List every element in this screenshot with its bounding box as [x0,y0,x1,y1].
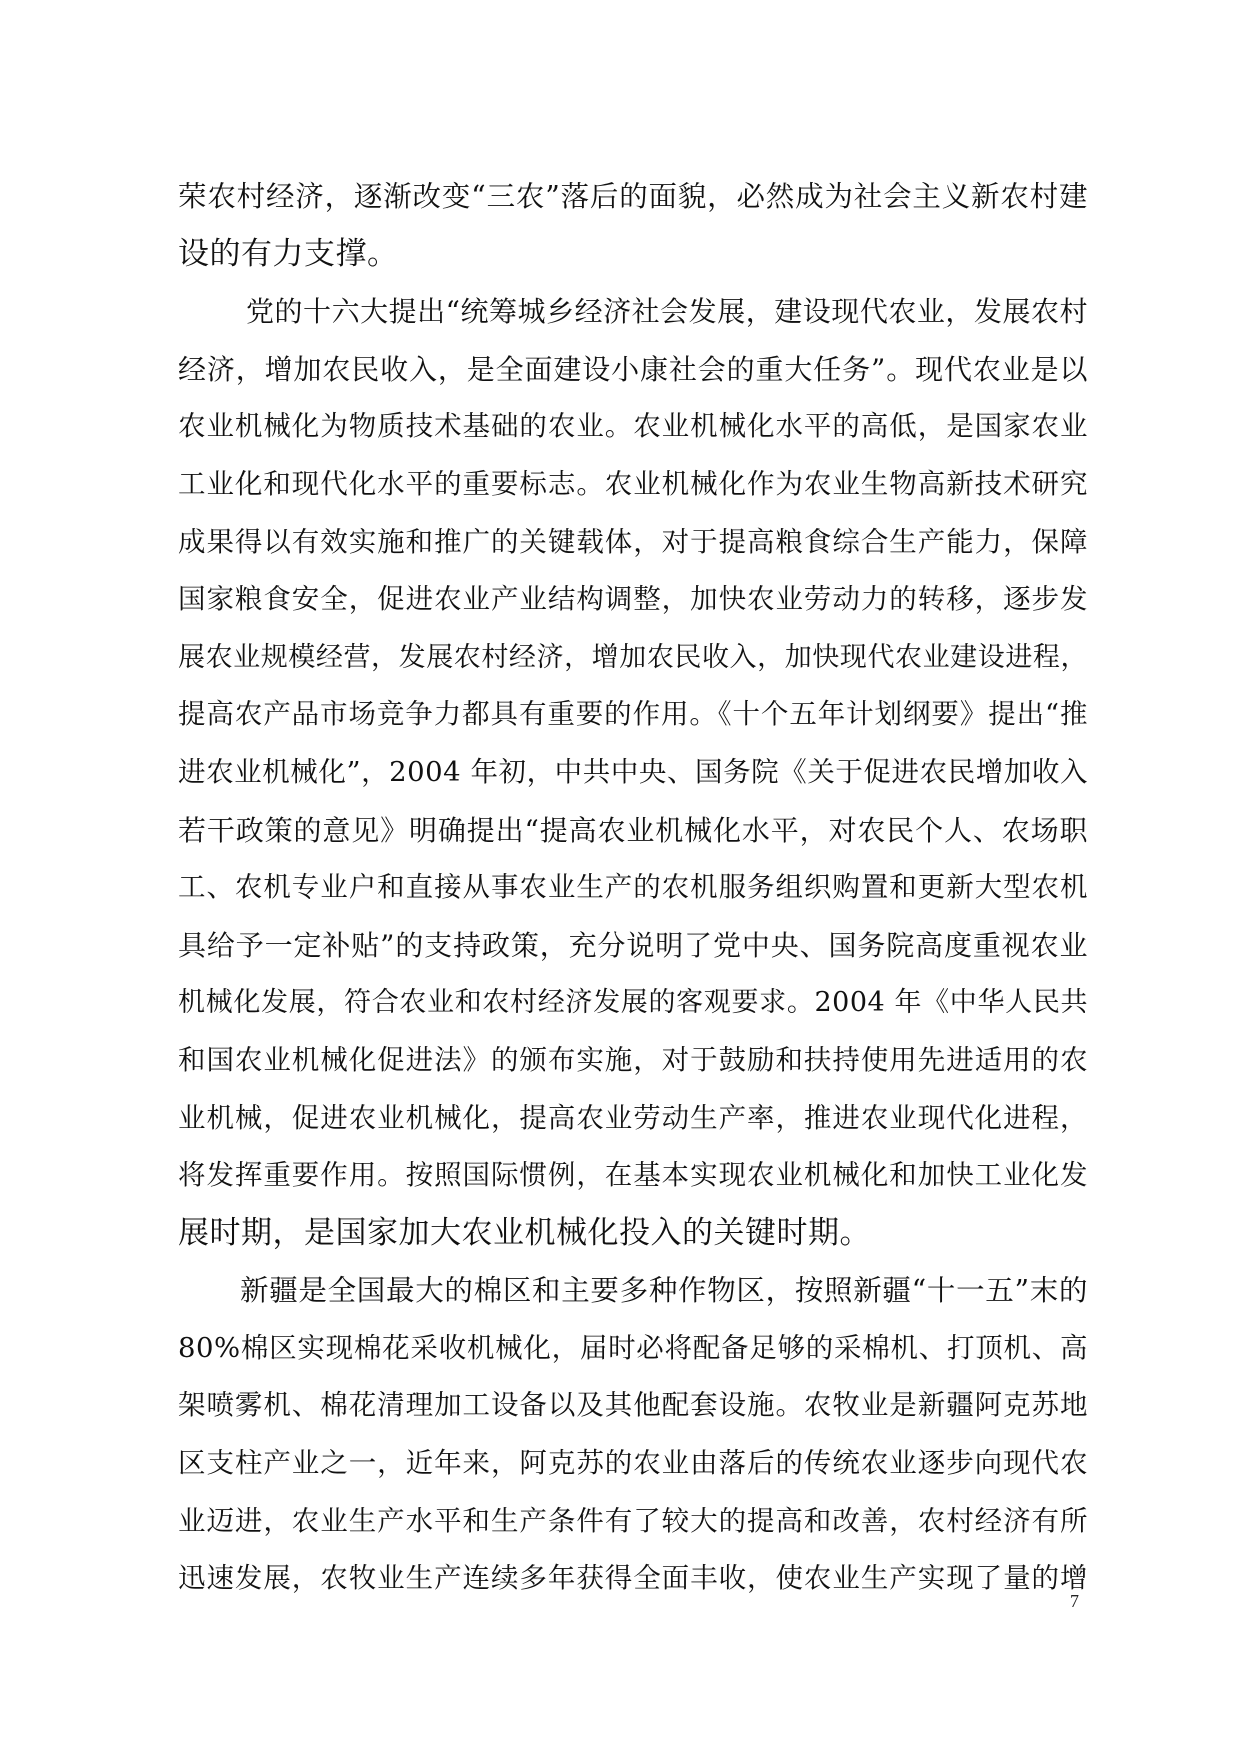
text-line: 国家粮食安全，促进农业产业结构调整，加快农业劳动力的转移，逐步发 [178,583,1088,616]
text-line: 架喷雾机、棉花清理加工设备以及其他配套设施。农牧业是新疆阿克苏地 [178,1389,1088,1422]
page-number: 7 [1070,1591,1079,1611]
text-line: 经济，增加农民收入，是全面建设小康社会的重大任务”。现代农业是以 [178,352,1088,386]
text-line: 荣农村经济，逐渐改变“三农”落后的面貌，必然成为社会主义新农村建 [178,180,1088,213]
body-text [178,168,1088,1608]
text-line: 和国农业机械化促进法》的颁布实施，对于鼓励和扶持使用先进适用的农 [178,1043,1088,1076]
text-line: 业机械，促进农业机械化，提高农业劳动生产率，推进农业现代化进程， [178,1101,1088,1134]
text-line: 具给予一定补贴”的支持政策，充分说明了党中央、国务院高度重视农业 [178,928,1088,962]
text-line: 区支柱产业之一，近年来，阿克苏的农业由落后的传统农业逐步向现代农 [178,1447,1088,1480]
text-line: 新疆是全国最大的棉区和主要多种作物区，按照新疆“十一五”末的 [240,1274,1088,1308]
text-line: 机械化发展，符合农业和农村经济发展的客观要求。2004 年《中华人民共 [178,987,1088,1019]
text-line: 成果得以有效实施和推广的关键载体，对于提高粮食综合生产能力，保障 [178,525,1088,558]
text-line: 进农业机械化”，2004 年初，中共中央、国务院《关于促进农民增加收入 [178,755,1088,788]
text-line: 业迈进，农业生产水平和生产条件有了较大的提高和改善，农村经济有所 [178,1504,1088,1537]
text-line: 将发挥重要作用。按照国际惯例，在基本实现农业机械化和加快工业化发 [178,1159,1088,1192]
text-line: 80%棉区实现棉花采收机械化，届时必将配备足够的采棉机、打顶机、高 [178,1331,1088,1364]
text-line: 设的有力支撑。 [178,235,399,272]
text-line: 工、农机专业户和直接从事农业生产的农机服务组织购置和更新大型农机 [178,871,1088,904]
text-line: 展农业规模经营，发展农村经济，增加农民收入，加快现代农业建设进程， [178,641,1088,673]
text-line: 农业机械化为物质技术基础的农业。农业机械化水平的高低，是国家农业 [178,410,1088,443]
text-line: 工业化和现代化水平的重要标志。农业机械化作为农业生物高新技术研究 [178,467,1088,500]
text-line: 展时期，是国家加大农业机械化投入的关键时期。 [178,1214,871,1251]
text-line: 若干政策的意见》明确提出“提高农业机械化水平，对农民个人、农场职 [178,813,1088,847]
text-line: 党的十六大提出“统筹城乡经济社会发展，建设现代农业，发展农村 [246,295,1088,329]
text-line: 迅速发展，农牧业生产连续多年获得全面丰收，使农业生产实现了量的增 [178,1562,1088,1595]
text-line: 提高农产品市场竞争力都具有重要的作用。《十个五年计划纲要》提出“推 [178,698,1088,731]
